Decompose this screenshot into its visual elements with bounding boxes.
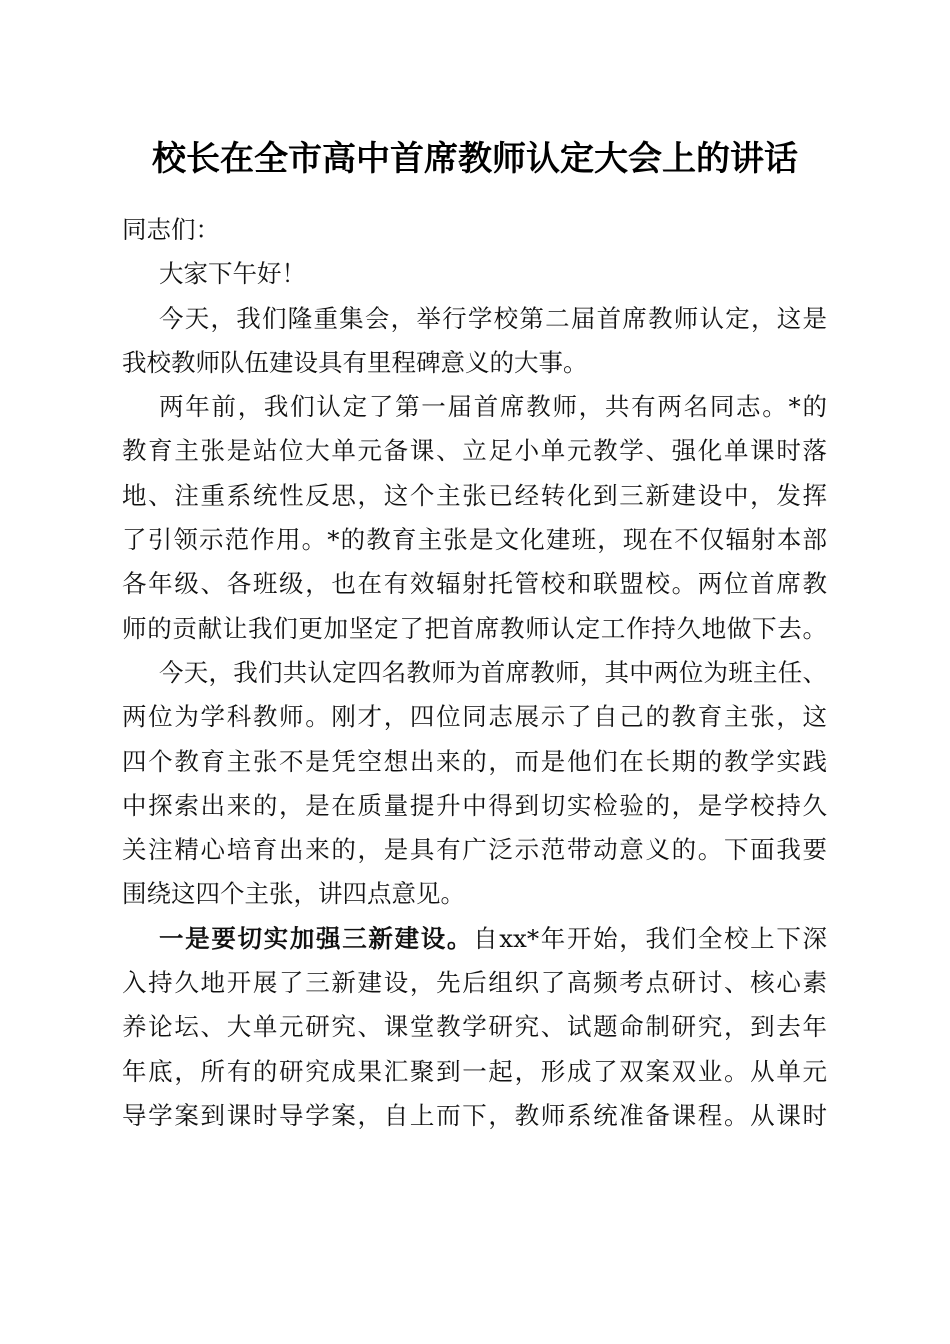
document-body <box>122 208 827 1138</box>
paragraph-line: 我校教师队伍建设具有里程碑意义的大事。 <box>122 347 588 377</box>
point-one-rest: 自xx*年开始，我们全校上下深 <box>473 923 828 953</box>
paragraph-line: 围绕这四个主张，讲四点意见。 <box>122 879 465 909</box>
paragraph-line: 各年级、各班级，也在有效辐射托管校和联盟校。两位首席教 <box>122 569 827 599</box>
paragraph-line: 养论坛、大单元研究、课堂教学研究、试题命制研究，到去年 <box>122 1012 827 1042</box>
paragraph-line: 师的贡献让我们更加坚定了把首席教师认定工作持久地做下去。 <box>122 613 827 643</box>
paragraph-line: 教育主张是站位大单元备课、立足小单元教学、强化单课时落 <box>122 436 827 466</box>
paragraph-line: 了引领示范作用。*的教育主张是文化建班，现在不仅辐射本部 <box>122 525 827 555</box>
paragraph-line: 两年前，我们认定了第一届首席教师，共有两名同志。*的 <box>159 392 827 422</box>
paragraph-line: 地、注重系统性反思，这个主张已经转化到三新建设中，发挥 <box>122 480 827 510</box>
point-one-first-line <box>122 917 827 961</box>
paragraph-line: 导学案到课时导学案，自上而下，教师系统准备课程。从课时 <box>122 1100 827 1130</box>
paragraph-line: 中探索出来的，是在质量提升中得到切实检验的，是学校持久 <box>122 790 827 820</box>
document-title: 校长在全市高中首席教师认定大会上的讲话 <box>152 139 798 179</box>
paragraph-line: 关注精心培育出来的，是具有广泛示范带动意义的。下面我要 <box>122 835 827 865</box>
paragraph-line: 今天，我们共认定四名教师为首席教师，其中两位为班主任、 <box>159 657 827 687</box>
salutation: 同志们： <box>122 215 220 244</box>
point-one-heading: 一是要切实加强三新建设。 <box>159 923 474 953</box>
paragraph-line: 年底，所有的研究成果汇聚到一起，形成了双案双业。从单元 <box>122 1056 827 1086</box>
paragraph-line: 今天，我们隆重集会，举行学校第二届首席教师认定，这是 <box>159 303 827 333</box>
greeting: 大家下午好！ <box>159 259 306 289</box>
paragraph-line: 两位为学科教师。刚才，四位同志展示了自己的教育主张，这 <box>122 702 827 732</box>
paragraph-line: 入持久地开展了三新建设，先后组织了高频考点研讨、核心素 <box>122 968 827 998</box>
paragraph-line: 四个教育主张不是凭空想出来的，而是他们在长期的教学实践 <box>122 746 827 776</box>
